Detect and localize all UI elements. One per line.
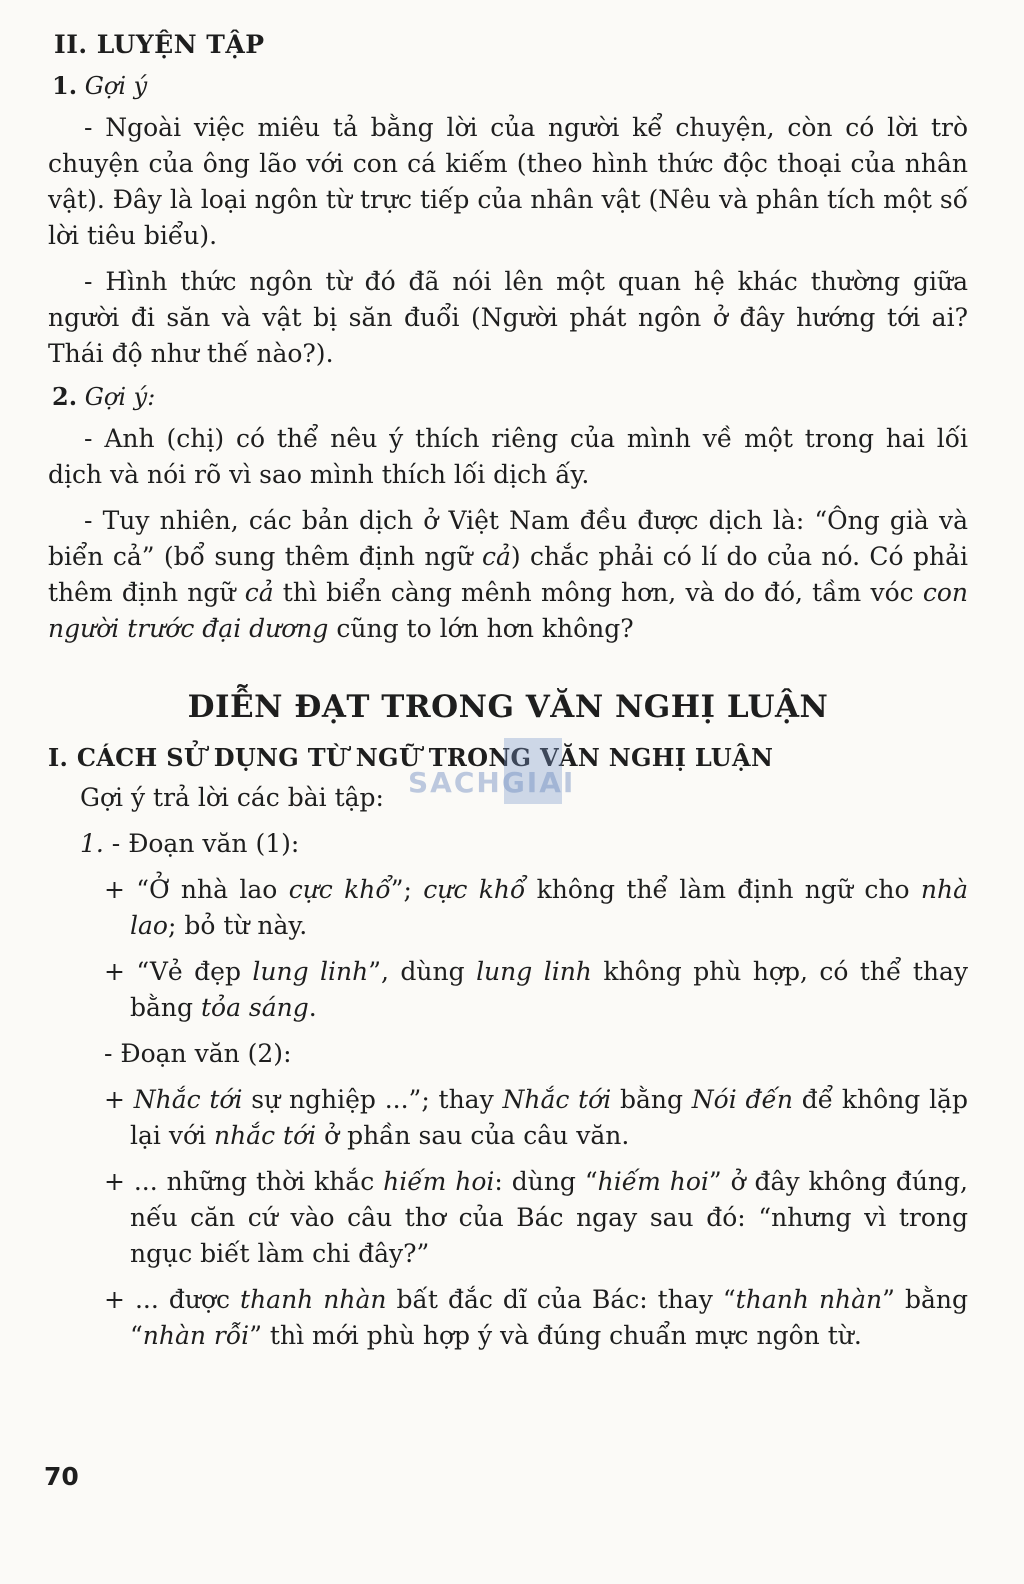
italic-run: thanh nhàn [735,1285,883,1314]
italic-run: tỏa sáng [200,993,309,1022]
text-run: sự nghiệp ...”; thay [242,1085,503,1114]
text-run: ”; [390,875,424,904]
hint-2-paragraph-2 [48,503,968,647]
paragraph-2-line: - Đoạn văn (2): [104,1039,292,1068]
text-run: để không lặp lại với [130,1085,968,1150]
italic-run: lung linh [252,957,369,986]
text-run: ; bỏ từ này. [167,911,308,940]
italic-run: hiếm hoi [597,1167,709,1196]
text-run: + “Ở nhà lao [104,875,289,904]
text-run: ”, dùng [368,957,477,986]
item-number: 1. [80,829,104,858]
hint-1-paragraph-2: - Hình thức ngôn từ đó đã nói lên một quan hệ khác thường giữa người đi săn và vật bị săn đuổi (Người phát ngôn ở đây hướng tới ai? Thái độ như thế nào?). [48,267,968,368]
lesson-title: DIỄN ĐẠT TRONG VĂN NGHỊ LUẬN [187,689,829,725]
hint-number: 2. [52,382,78,411]
item-1-line [80,826,968,862]
text-run: không phù hợp, có thể thay bằng [130,957,969,1022]
hint-2-paragraph-1: - Anh (chị) có thể nêu ý thích riêng của mình về một trong hai lối dịch và nói rõ vì sao mình thích lối dịch ấy. [48,424,968,489]
italic-run: Nói đến [691,1085,793,1114]
text-run: - Đoạn văn (1): [103,829,300,858]
text-run: ” ở đây không đúng, nếu căn cứ vào câu thơ của Bác ngay sau đó: “nhưng vì trong ngục biết làm chi đây?” [130,1167,968,1268]
italic-run: nhắc tới [213,1121,317,1150]
italic-run: cả [481,542,511,571]
hint-1-paragraph-1: - Ngoài việc miêu tả bằng lời của người kể chuyện, còn có lời trò chuyện của ông lão với con cá kiếm (theo hình thức độc thoại của nhân vật). Đây là loại ngôn từ trực tiếp của nhân vật (Nêu và phân tích một số lời tiêu biểu). [48,113,968,250]
text-run: : dùng “ [494,1167,598,1196]
italic-run: nhà lao [130,875,968,940]
hint-text: Gợi ý: [84,383,156,411]
hint-1-label [52,71,968,100]
bullet-item [104,1164,968,1272]
italic-run: cực khổ [423,875,526,904]
text-run: + “Vẻ đẹp [104,957,253,986]
text-run: + ... những thời khắc [104,1167,384,1196]
hint-number: 1. [52,71,78,100]
text-run: cũng to lớn hơn không? [328,614,634,643]
bullet-item [104,1282,968,1354]
italic-run: cực khổ [288,875,391,904]
text-run: - Tuy nhiên, các bản dịch ở Việt Nam đều được dịch là: “Ông già và biển cả” (bổ sung thêm định ngữ [48,506,968,571]
italic-run: thanh nhàn [240,1285,387,1314]
text-run: + ... được [104,1285,241,1314]
watermark-text: SACHGIAI [408,766,576,799]
text-run: không thể làm định ngữ cho [525,875,921,904]
italic-run: lung linh [476,957,592,986]
page-number: 70 [44,1462,79,1491]
section-heading-word-usage: I. CÁCH SỬ DỤNG TỪ NGỮ TRONG VĂN NGHỊ LUẬN [48,743,774,772]
italic-run: con người trước đại dương [48,578,968,643]
hint-text: Gợi ý [84,72,148,100]
italic-run: Nhắc tới [502,1085,612,1114]
bullet-item [104,872,968,944]
text-run: bằng [611,1085,692,1114]
text-run: ở phần sau của câu văn. [316,1121,630,1150]
italic-run: nhàn rỗi [142,1321,250,1350]
page-content [48,30,968,1364]
text-run: . [308,993,317,1022]
intro-line: Gợi ý trả lời các bài tập: [80,783,384,812]
text-run: ) chắc phải có lí do của nó. Có phải thêm định ngữ [48,542,968,607]
hint-2-label [52,382,968,411]
text-run: + [104,1085,134,1114]
italic-run: hiếm hoi [383,1167,495,1196]
text-run: thì biển càng mênh mông hơn, và do đó, tầm vóc [273,578,923,607]
section-heading-practice: II. LUYỆN TẬP [54,30,265,59]
text-run: ” bằng “ [130,1285,968,1350]
bullet-item [104,954,969,1026]
text-run: bất đắc dĩ của Bác: thay “ [386,1285,736,1314]
italic-run: Nhắc tới [133,1085,243,1114]
italic-run: cả [244,578,274,607]
bullet-item [104,1082,968,1154]
text-run: ” thì mới phù hợp ý và đúng chuẩn mực ngôn từ. [249,1321,862,1350]
